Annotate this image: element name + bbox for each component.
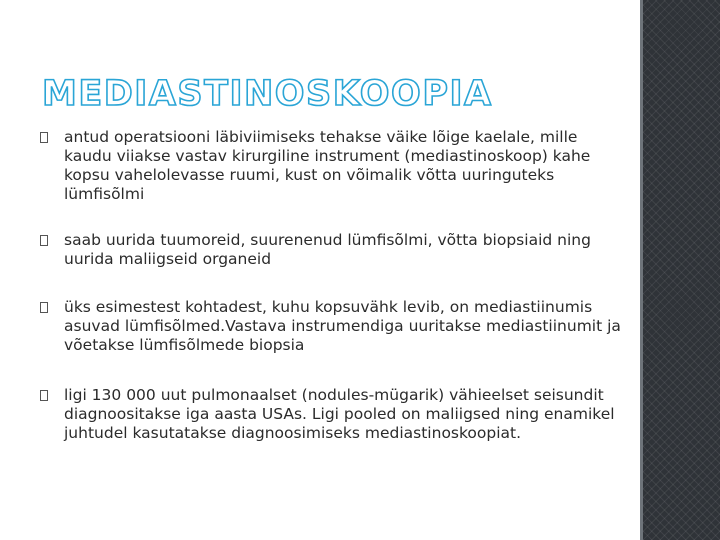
bullet-text: üks esimestest kohtadest, kuhu kopsuvähk levib, on mediastiinumis asuvad lümfisõlmed.Vastava instrumendiga uuritakse mediastiinumit ja võetakse lümfisõlmede biopsia xyxy=(64,298,621,354)
bullet-item-4 xyxy=(40,386,630,443)
bullet-box-icon xyxy=(40,235,48,246)
bullet-box-icon xyxy=(40,302,48,313)
bullet-text: saab uurida tuumoreid, suurenenud lümfisõlmi, võtta biopsiaid ning uurida maliigseid organeid xyxy=(64,231,591,268)
bullet-item-3 xyxy=(40,298,630,355)
slide-title: MEDIASTINOSKOOPIA xyxy=(42,74,493,114)
bullet-box-icon xyxy=(40,132,48,143)
bullet-list xyxy=(40,128,630,470)
bullet-text: antud operatsiooni läbiviimiseks tehakse väike lõige kaelale, mille kaudu viiakse vastav kirurgiline instrument (mediastinoskoop) kahe kopsu vahelolevasse ruumi, kust on võimalik võtta uuringuteks lümfisõlmi xyxy=(64,128,591,203)
bullet-text: ligi 130 000 uut pulmonaalset (nodules-mügarik) vähieelset seisundit diagnoositakse iga aasta USAs. Ligi pooled on maliigsed ning enamikel juhtudel kasutatakse diagnoosimiseks mediastinoskoopiat. xyxy=(64,386,615,442)
bullet-item-1 xyxy=(40,128,630,204)
bullet-box-icon xyxy=(40,390,48,401)
decorative-side-panel xyxy=(643,0,720,540)
bullet-item-2 xyxy=(40,231,630,269)
